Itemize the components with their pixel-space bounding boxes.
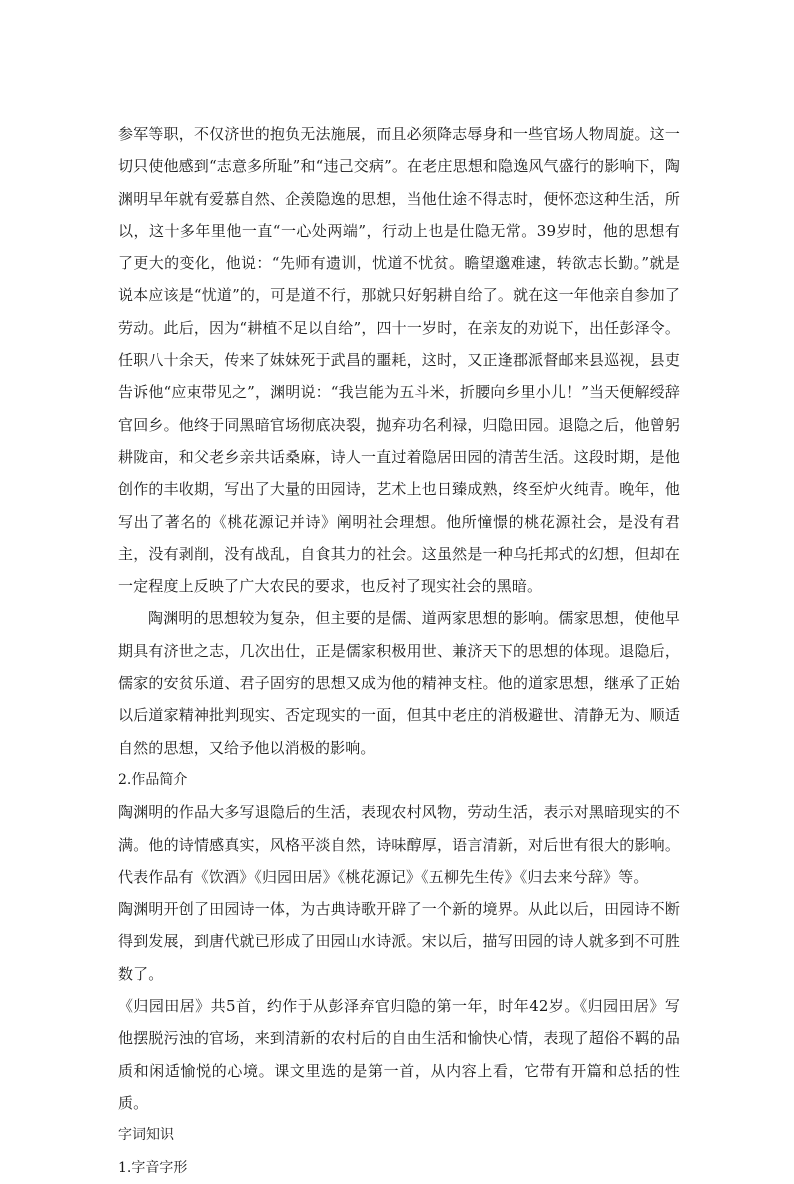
vocabulary-heading: 字词知识	[118, 1127, 174, 1144]
document-page	[118, 118, 680, 1184]
works-intro-heading: 2.作品简介	[118, 771, 188, 788]
guiyuantianju-paragraph: 《归园田居》共5首，约作于从彭泽弃官归隐的第一年，时年42岁。《归园田居》写他摆脱污浊的官场，来到清新的农村后的自由生活和愉快心情，表现了超俗不羁的品质和闲适愉悦的心境。课文里选的是第一首，从内容上看，它带有开篇和总括的性质。	[118, 997, 680, 1112]
works-summary-paragraph: 陶渊明的作品大多写退隐后的生活，表现农村风物，劳动生活，表示对黑暗现实的不满。他的诗情感真实，风格平淡自然，诗味醇厚，语言清新，对后世有很大的影响。代表作品有《饮酒》《归园田居》《桃花源记》《五柳先生传》《归去来兮辞》等。	[118, 803, 680, 886]
biography-paragraph: 参军等职，不仅济世的抱负无法施展，而且必须降志辱身和一些官场人物周旋。这一切只使他感到“志意多所耻”和“违己交病”。在老庄思想和隐逸风气盛行的影响下，陶渊明早年就有爱慕自然、企羡隐逸的思想，当他仕途不得志时，便怀恋这种生活，所以，这十多年里他一直“一心处两端”，行动上也是仕隐无常。39岁时，他的思想有了更大的变化，他说：“先师有遗训，忧道不忧贫。瞻望邈难逮，转欲志长勤。”就是说本应该是“忧道”的，可是道不行，那就只好躬耕自给了。就在这一年他亲自参加了劳动。此后，因为“耕植不足以自给”，四十一岁时，在亲友的劝说下，出任彭泽令。任职八十余天，传来了妹妹死于武昌的噩耗，这时，又正逢郡派督邮来县巡视，县吏告诉他“应束带见之”，渊明说：“我岂能为五斗米，折腰向乡里小儿！”当天便解绶辞官回乡。他终于同黑暗官场彻底决裂，抛弃功名利禄，归隐田园。退隐之后，他曾躬耕陇亩，和父老乡亲共话桑麻，诗人一直过着隐居田园的清苦生活。这段时期，是他创作的丰收期，写出了大量的田园诗，艺术上也日臻成熟，终至炉火纯青。晚年，他写出了著名的《桃花源记并诗》阐明社会理想。他所憧憬的桃花源社会，是没有君主，没有剥削，没有战乱，自食其力的社会。这虽然是一种乌托邦式的幻想，但却在一定程度上反映了广大农民的要求，也反衬了现实社会的黑暗。	[118, 125, 680, 596]
thought-paragraph: 陶渊明的思想较为复杂，但主要的是儒、道两家思想的影响。儒家思想，使他早期具有济世之志，几次出仕，正是儒家积极用世、兼济天下的思想的体现。退隐后，儒家的安贫乐道、君子固穷的思想又成为他的精神支柱。他的道家思想，继承了正始以后道家精神批判现实、否定现实的一面，但其中老庄的消极避世、清静无为、顺适自然的思想，又给予他以消极的影响。	[118, 609, 680, 757]
pronunciation-heading: 1.字音字形	[118, 1159, 188, 1176]
pastoral-poetry-paragraph: 陶渊明开创了田园诗一体，为古典诗歌开辟了一个新的境界。从此以后，田园诗不断得到发展，到唐代就已形成了田园山水诗派。宋以后，描写田园的诗人就多到不可胜数了。	[118, 900, 680, 983]
